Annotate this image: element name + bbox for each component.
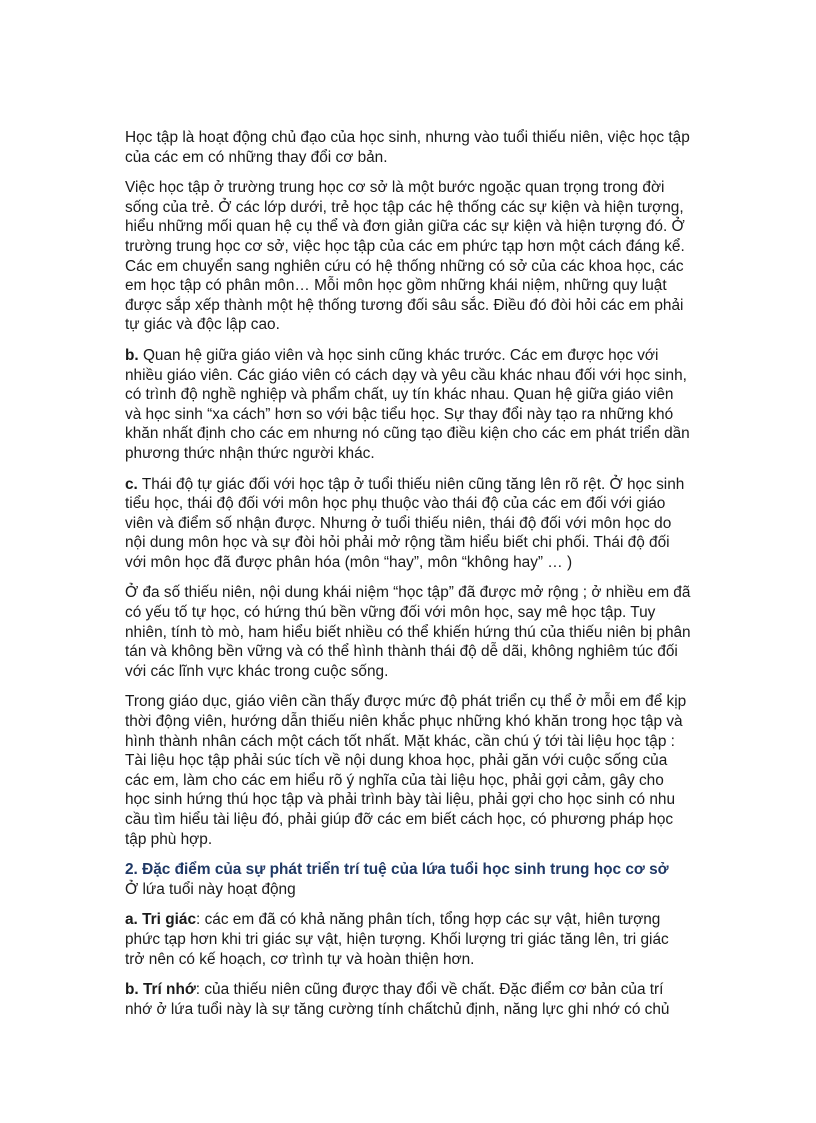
paragraph-teacher-relation xyxy=(125,346,691,464)
section-2 xyxy=(125,860,691,899)
section-intro-text: Ở lứa tuổi này hoạt động xyxy=(125,880,296,898)
paragraph-learning-concept: Ở đa số thiếu niên, nội dung khái niệm “học tập” đã được mở rộng ; ở nhiều em đã có yếu tố tự học, có hứng thú bền vững đối với môn học, say mê học tập. Tuy nhiên, tính tò mò, ham hiểu biết nhiều có thể khiến hứng thú của thiếu niên bị phân tán và không bền vững và có thể hình thành thái độ dễ dãi, không nghiêm túc đối với các lĩnh vực khác trong cuộc sống. xyxy=(125,584,691,680)
paragraph-memory xyxy=(125,980,691,1019)
paragraph-education: Trong giáo dục, giáo viên cần thấy được mức độ phát triển cụ thể ở mỗi em để kịp thời động viên, hướng dẫn thiếu niên khắc phục những khó khăn trong học tập và hình thành nhân cách một cách tốt nhất. Mặt khác, cần chú ý tới tài liệu học tập : Tài liệu học tập phải súc tích về nội dung khoa học, phải găn với cuộc sống của các em, làm cho các em hiểu rõ ý nghĩa của tài liệu học, phải gợi cảm, gây cho học sinh hứng thú học tập và phải trình bày tài liệu, phải gợi cho học sinh có nhu cầu tìm hiểu tài liệu đó, phải giúp đỡ các em biết cách học, có phương pháp học tập phù hợp. xyxy=(125,693,687,848)
term-perception: a. Tri giác xyxy=(125,911,197,929)
paragraph-teacher-relation-text: Quan hệ giữa giáo viên và học sinh cũng khác trước. Các em được học với nhiều giáo viên. Các giáo viên có cách dạy và yêu cầu khác nhau đối với học sinh, có trình độ nghề nghiệp và phẩm chất, uy tín khác nhau. Quan hệ giữa giáo viên và học sinh “xa cách” hơn so với bậc tiểu học. Sự thay đổi này tạo ra những khó khăn nhất định cho các em nhưng nó cũng tạo điều kiện cho các em phát triển dần phương thức nhận thức người khác. xyxy=(125,346,690,462)
paragraph-memory-text: : của thiếu niên cũng được thay đổi về chất. Đặc điểm cơ bản của trí nhớ ở lứa tuổi này là sự tăng cường tính chấtchủ định, năng lực ghi nhớ có chủ xyxy=(125,981,670,1018)
paragraph-attitude-text: Thái độ tự giác đối với học tập ở tuổi thiếu niên cũng tăng lên rõ rệt. Ở học sinh tiểu học, thái độ đối với môn học phụ thuộc vào thái độ của các em đối với giáo viên và điểm số nhận được. Nhưng ở tuổi thiếu niên, thái độ đối với môn học do nội dung môn học và sự đòi hỏi phải mở rộng tầm hiểu biết chi phối. Thái độ đối với môn học đã được phân hóa (môn “hay”, môn “không hay” … ) xyxy=(125,475,685,571)
section-heading: 2. Đặc điểm của sự phát triển trí tuệ của lứa tuổi học sinh trung học cơ sở xyxy=(125,861,669,879)
paragraph-intro: Học tập là hoạt động chủ đạo của học sinh, nhưng vào tuổi thiếu niên, việc học tập của các em có những thay đổi cơ bản. xyxy=(125,129,690,166)
item-marker-c: c. xyxy=(125,475,138,493)
document-page xyxy=(125,128,691,1030)
item-marker-b: b. xyxy=(125,346,139,364)
term-memory: b. Trí nhớ xyxy=(125,981,196,999)
paragraph-school-transition: Việc học tập ở trường trung học cơ sở là một bước ngoặc quan trọng trong đời sống của trẻ. Ở các lớp dưới, trẻ học tập các hệ thống các sự kiện và hiện tượng, hiểu những mối quan hệ cụ thể và đơn giản giữa các sự kiện và hiện tượng đó. Ở trường trung học cơ sở, việc học tập của các em phức tạp hơn một cách đáng kể. Các em chuyển sang nghiên cứu có hệ thống những có sở của các khoa học, các em học tập có phân môn… Mỗi môn học gồm những khái niệm, những quy luật được sắp xếp thành một hệ thống tương đối sâu sắc. Điều đó đòi hỏi các em phải tự giác và độc lập cao. xyxy=(125,179,685,334)
paragraph-perception-text: : các em đã có khả năng phân tích, tổng hợp các sự vật, hiên tượng phức tạp hơn khi tri giác sự vật, hiện tượng. Khối lượng tri giác tăng lên, tri giác trở nên có kế hoạch, cơ trình tự và hoàn thiện hơn. xyxy=(125,911,669,968)
paragraph-attitude xyxy=(125,475,691,573)
paragraph-perception xyxy=(125,910,691,969)
